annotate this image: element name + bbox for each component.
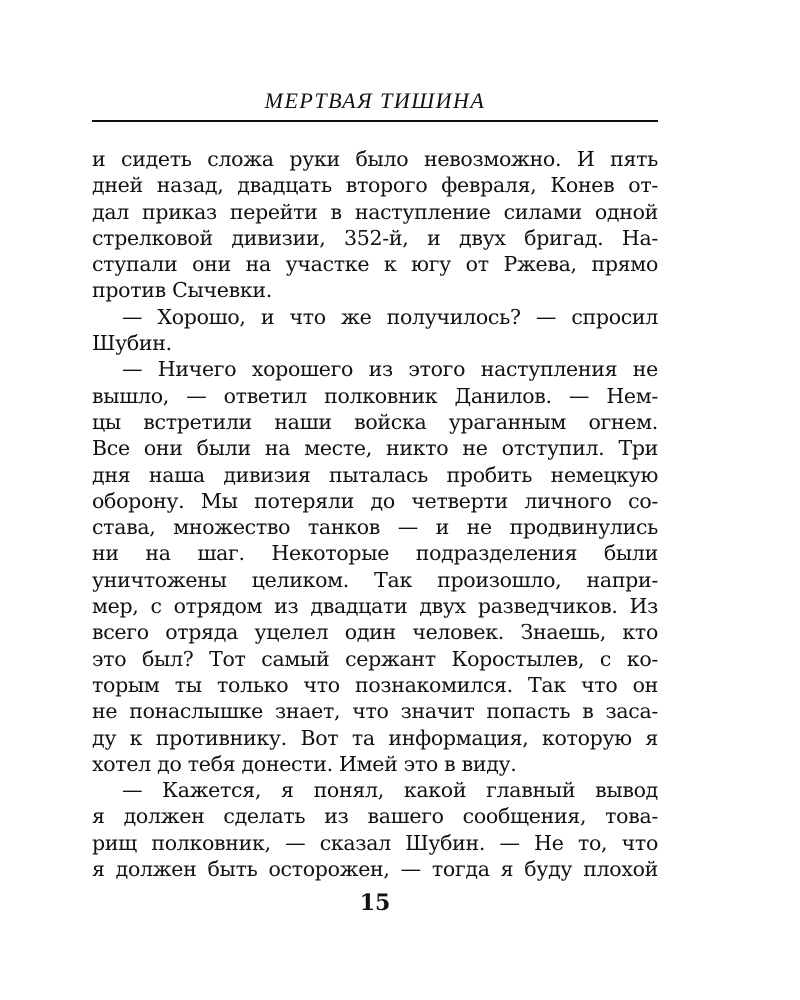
page-body-text [92, 146, 658, 882]
text-line: ду к противнику. Вот та информация, которую я [92, 725, 658, 750]
text-line: ступали они на участке к югу от Ржева, прямо [92, 252, 658, 277]
text-line: Все они были на месте, никто не отступил. Три [92, 436, 658, 461]
running-head-title: МЕРТВАЯ ТИШИНА [264, 88, 486, 113]
text-line: это был? Тот самый сержант Коростылев, с ко- [92, 646, 658, 671]
text-line: вышло, — ответил полковник Данилов. — Нем- [92, 383, 658, 408]
text-line: рищ полковник, — сказал Шубин. — Не то, что [92, 830, 658, 855]
text-line: против Сычевки. [92, 278, 272, 303]
text-line: — Ничего хорошего из этого наступления не [122, 357, 658, 382]
text-line: мер, с отрядом из двадцати двух разведчиков. Из [92, 594, 658, 619]
text-line: става, множество танков — и не продвинулись [92, 515, 658, 540]
text-line: — Хорошо, и что же получилось? — спросил [122, 304, 658, 329]
text-line: дней назад, двадцать второго февраля, Конев от- [92, 173, 658, 198]
text-line: Шубин. [92, 331, 172, 356]
page-number: 15 [359, 890, 391, 916]
text-line: не понаслышке знает, что значит попасть в заса- [92, 699, 658, 724]
text-line: я должен быть осторожен, — тогда я буду плохой [92, 857, 658, 882]
text-line: хотел до тебя донести. Имей это в виду. [92, 751, 517, 776]
text-line: и сидеть сложа руки было невозможно. И пять [92, 147, 658, 171]
text-line: я должен сделать из вашего сообщения, това- [92, 804, 658, 829]
text-line: стрелковой дивизии, 352-й, и двух бригад. На- [92, 225, 658, 250]
text-line: дал приказ перейти в наступление силами одной [92, 199, 658, 224]
text-line: дня наша дивизия пыталась пробить немецкую [92, 462, 658, 487]
text-line: — Кажется, я понял, какой главный вывод [122, 778, 658, 803]
text-line: ни на шаг. Некоторые подразделения были [92, 541, 658, 566]
text-line: цы встретили наши войска ураганным огнем. [92, 409, 658, 434]
text-line: уничтожены целиком. Так произошло, напри- [92, 567, 658, 592]
text-line: торым ты только что познакомился. Так что он [92, 672, 658, 697]
text-line: всего отряда уцелел один человек. Знаешь, кто [92, 620, 658, 645]
text-line: оборону. Мы потеряли до четверти личного со- [92, 488, 658, 513]
header-rule [92, 120, 658, 122]
